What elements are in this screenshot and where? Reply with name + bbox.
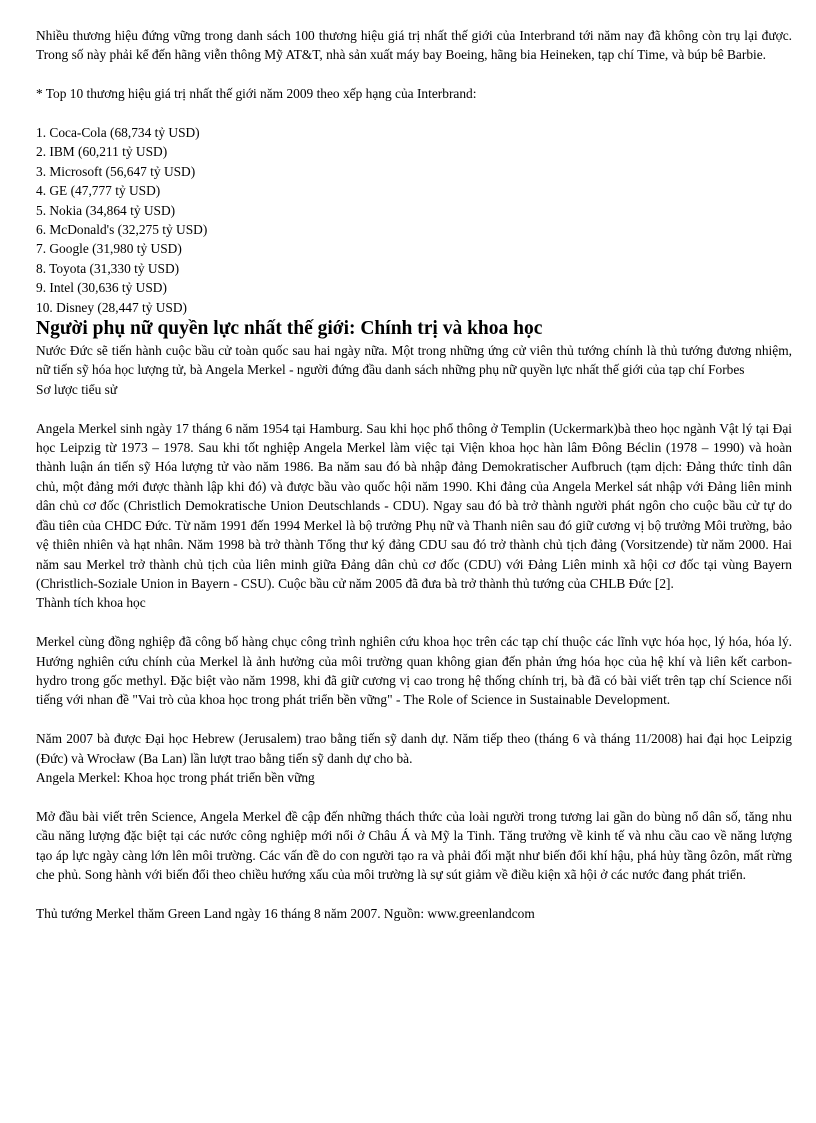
spacer xyxy=(36,399,792,418)
spacer xyxy=(36,884,792,903)
list-item: 7. Google (31,980 tỷ USD) xyxy=(36,241,182,257)
honors-paragraph: Năm 2007 bà được Đại học Hebrew (Jerusalem) trao bằng tiến sỹ danh dự. Năm tiếp theo (tháng 6 và tháng 11/2008) hai đại học Leipzig (Đức) và Wrocław (Ba Lan) lần lượt trao bằng tiến sỹ danh dự cho bà. xyxy=(36,731,792,766)
list-item: 6. McDonald's (32,275 tỷ USD) xyxy=(36,222,208,238)
lead-paragraph: Nước Đức sẽ tiến hành cuộc bầu cử toàn quốc sau hai ngày nữa. Một trong những ứng cử viên thủ tướng chính là thủ tướng đương nhiệm, nữ tiến sỹ hóa học lượng tử, bà Angela Merkel - người đứng đầu danh sách những phụ nữ quyền lực nhất thế giới của tạp chí Forbes xyxy=(36,343,792,378)
sustain-paragraph: Mở đầu bài viết trên Science, Angela Merkel đề cập đến những thách thức của loài người trong tương lai gần do bùng nổ dân số, tăng nhu cầu năng lượng đặc biệt tại các nước công nghiệp mới nổi ở Châu Á và Mỹ la Tinh. Tăng trưởng về kinh tế và nhu cầu cao về năng lượng tạo áp lực ngày càng lớn lên môi trường. Các vấn đề do con người tạo ra và phải đối mặt như biến đổi khí hậu, phá hủy tầng ôzôn, mất rừng che phủ. Song hành với biến đổi theo chiều hướng xấu của môi trường là sự sút giảm về điều kiện xã hội ở các nước đang phát triển. xyxy=(36,808,792,882)
spacer xyxy=(36,104,792,123)
spacer xyxy=(36,787,792,806)
photo-caption: Thủ tướng Merkel thăm Green Land ngày 16 tháng 8 năm 2007. Nguồn: www.greenlandcom xyxy=(36,905,535,921)
list-item: 5. Nokia (34,864 tỷ USD) xyxy=(36,202,176,218)
list-item: 2. IBM (60,211 tỷ USD) xyxy=(36,144,168,160)
list-item: 9. Intel (30,636 tỷ USD) xyxy=(36,280,167,296)
science-heading: Thành tích khoa học xyxy=(36,595,146,611)
list-item: 3. Microsoft (56,647 tỷ USD) xyxy=(36,163,196,179)
intro-paragraph: Nhiều thương hiệu đứng vững trong danh sách 100 thương hiệu giá trị nhất thế giới của Interbrand tới năm nay đã không còn trụ lại được. Trong số này phải kể đến hãng viễn thông Mỹ AT&T, nhà sản xuất máy bay Boeing, hãng bia Heineken, tạp chí Time, và búp bê Barbie. xyxy=(36,28,792,63)
list-item: 8. Toyota (31,330 tỷ USD) xyxy=(36,260,180,276)
document-page xyxy=(36,26,792,923)
spacer xyxy=(36,613,792,632)
spacer xyxy=(36,710,792,729)
list-item: 1. Coca-Cola (68,734 tỷ USD) xyxy=(36,125,200,140)
list-item: 10. Disney (28,447 tỷ USD) xyxy=(36,299,188,315)
brand-ranking-list xyxy=(36,123,792,317)
bio-heading: Sơ lược tiểu sử xyxy=(36,381,118,397)
sustain-heading: Angela Merkel: Khoa học trong phát triển bền vững xyxy=(36,769,315,785)
science-paragraph: Merkel cùng đồng nghiệp đã công bố hàng chục công trình nghiên cứu khoa học trên các tạp chí thuộc các lĩnh vực hóa học, lý hóa, hóa lý. Hướng nghiên cứu chính của Merkel là ảnh hưởng của môi trường quan không gian đến phản ứng hóa học của hệ khí và liên kết carbon-hydro trong gốc methyl. Đặc biệt vào năm 1998, khi đã giữ cương vị cao trong hệ thống chính trị, bà đã có bài viết trên tạp chí Science nổi tiếng với nhan đề "Vai trò của khoa học trong phát triển bền vững" - The Role of Science in Sustainable Development. xyxy=(36,634,792,708)
list-heading: * Top 10 thương hiệu giá trị nhất thế giới năm 2009 theo xếp hạng của Interbrand: xyxy=(36,86,477,102)
bio-paragraph: Angela Merkel sinh ngày 17 tháng 6 năm 1954 tại Hamburg. Sau khi học phổ thông ở Templin (Uckermark)bà theo học ngành Vật lý tại Đại học Leipzig từ 1973 – 1978. Sau khi tốt nghiệp Angela Merkel làm việc tại Viện khoa học hàn lâm Đông Béclin (1978 – 1990) và hoàn thành luận án tiến sỹ Hóa lượng tử vào năm 1986. Ba năm sau đó bà nhập đảng Demokratischer Aufbruch (tạm dịch: Đảng thức tỉnh dân chủ, một đảng mới được thành lập khi đó) và được bầu vào quốc hội năm 1990. Khi đảng của Angela Merkel sát nhập với Đảng liên minh dân chủ cơ đốc (Christlich Demokratische Union Deutschlands - CDU). Ngay sau đó bà trở thành người phát ngôn cho cuộc bầu cử tự do đầu tiên của CHDC Đức. Từ năm 1991 đến 1994 Merkel là bộ trưởng Phụ nữ và Thanh niên sau đó giữ cương vị bộ trưởng Môi trường, bảo vệ thiên nhiên và hạt nhân. Năm 1998 bà trở thành Tổng thư ký đảng CDU sau đó trở thành chủ tịch đảng (Vorsitzende) từ năm 2000. Hai năm sau Merkel trở thành chủ tịch của liên minh giữa Đảng dân chủ cơ đốc (CDU) với Đảng Liên minh xã hội cơ đốc tại vùng Bayern (Christlich-Soziale Union in Bayern - CSU). Cuộc bầu cử năm 2005 đã đưa bà trở thành thủ tướng của CHLB Đức [2]. xyxy=(36,420,792,591)
article-title: Người phụ nữ quyền lực nhất thế giới: Chính trị và khoa học xyxy=(36,318,543,340)
list-item: 4. GE (47,777 tỷ USD) xyxy=(36,183,161,199)
spacer xyxy=(36,65,792,84)
